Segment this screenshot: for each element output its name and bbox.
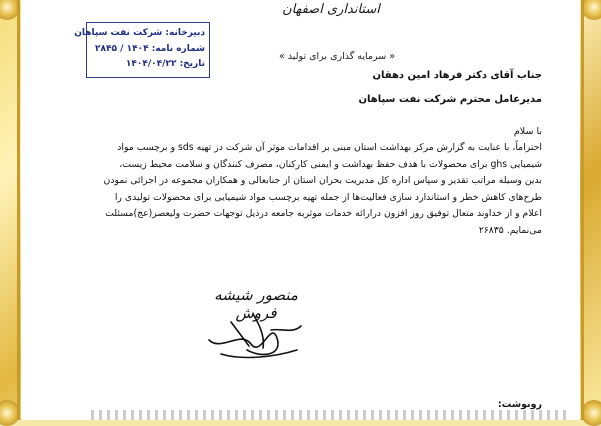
body-line: اعلام و از خداوند متعال توفیق روز افزون درارائه خدمات موثربه جامعه درذیل توجهات حضرت ولیعصر(عج)مسئلت bbox=[105, 208, 542, 219]
letter-number-line: شماره نامه: ۱۴۰۴ / ۲۸۴۵ bbox=[95, 44, 205, 54]
body-line: طرح‌های کاهش خطر و استاندارد سازی فعالیت‌ها از جمله تهیه برچسب مواد شیمیایی برای محصولات تولیدی را bbox=[114, 191, 542, 203]
motto: « سرمایه گذاری برای تولید » bbox=[278, 51, 396, 62]
body-line: می‌نمایم. ۲۶۸۳۵ bbox=[478, 224, 542, 236]
recipient-name: جناب آقای دکتر فرهاد امین دهقان bbox=[372, 70, 542, 81]
secretariat-line: دبیرخانه: شرکت نفت سپاهان bbox=[74, 28, 205, 38]
recipient-title: مدیرعامل محترم شرکت نفت سپاهان bbox=[358, 94, 542, 105]
cc-label: رونوشت: bbox=[497, 399, 542, 410]
letter-paper bbox=[21, 0, 580, 420]
date-line: تاریخ: ۱۴۰۴/۰۴/۲۲ bbox=[125, 59, 205, 69]
frame-ornament-bottom-right bbox=[581, 400, 601, 426]
salutation: با سلام bbox=[513, 126, 542, 137]
reference-box bbox=[74, 22, 210, 78]
signature-image bbox=[201, 300, 311, 362]
frame-ornament-top-right bbox=[581, 0, 601, 20]
body-line: احتراماً، با عنایت به گزارش مرکز بهداشت استان مبنی بر اقدامات موثر آن شرکت در تهیه sds و برچسب مواد bbox=[117, 142, 542, 153]
letter-body bbox=[84, 140, 542, 239]
body-line: شیمیایی ghs برای محصولات با هدف حفظ بهداشت و ایمنی کارکنان، مصرف کنندگان و سلامت محیط زیست، bbox=[119, 158, 542, 170]
body-line: بدین وسیله مراتب تقدیر و سپاس اداره کل مدیریت بحران استان از جنابعالی و همکاران مجموعه در اجرائی نمودن bbox=[103, 175, 542, 186]
cc-recipients-cropped bbox=[91, 410, 571, 420]
signer-name: منصور شیشه فروش bbox=[214, 286, 298, 322]
letterhead-title-text: استانداری اصفهان bbox=[282, 2, 380, 17]
letterhead-title bbox=[271, 2, 391, 24]
